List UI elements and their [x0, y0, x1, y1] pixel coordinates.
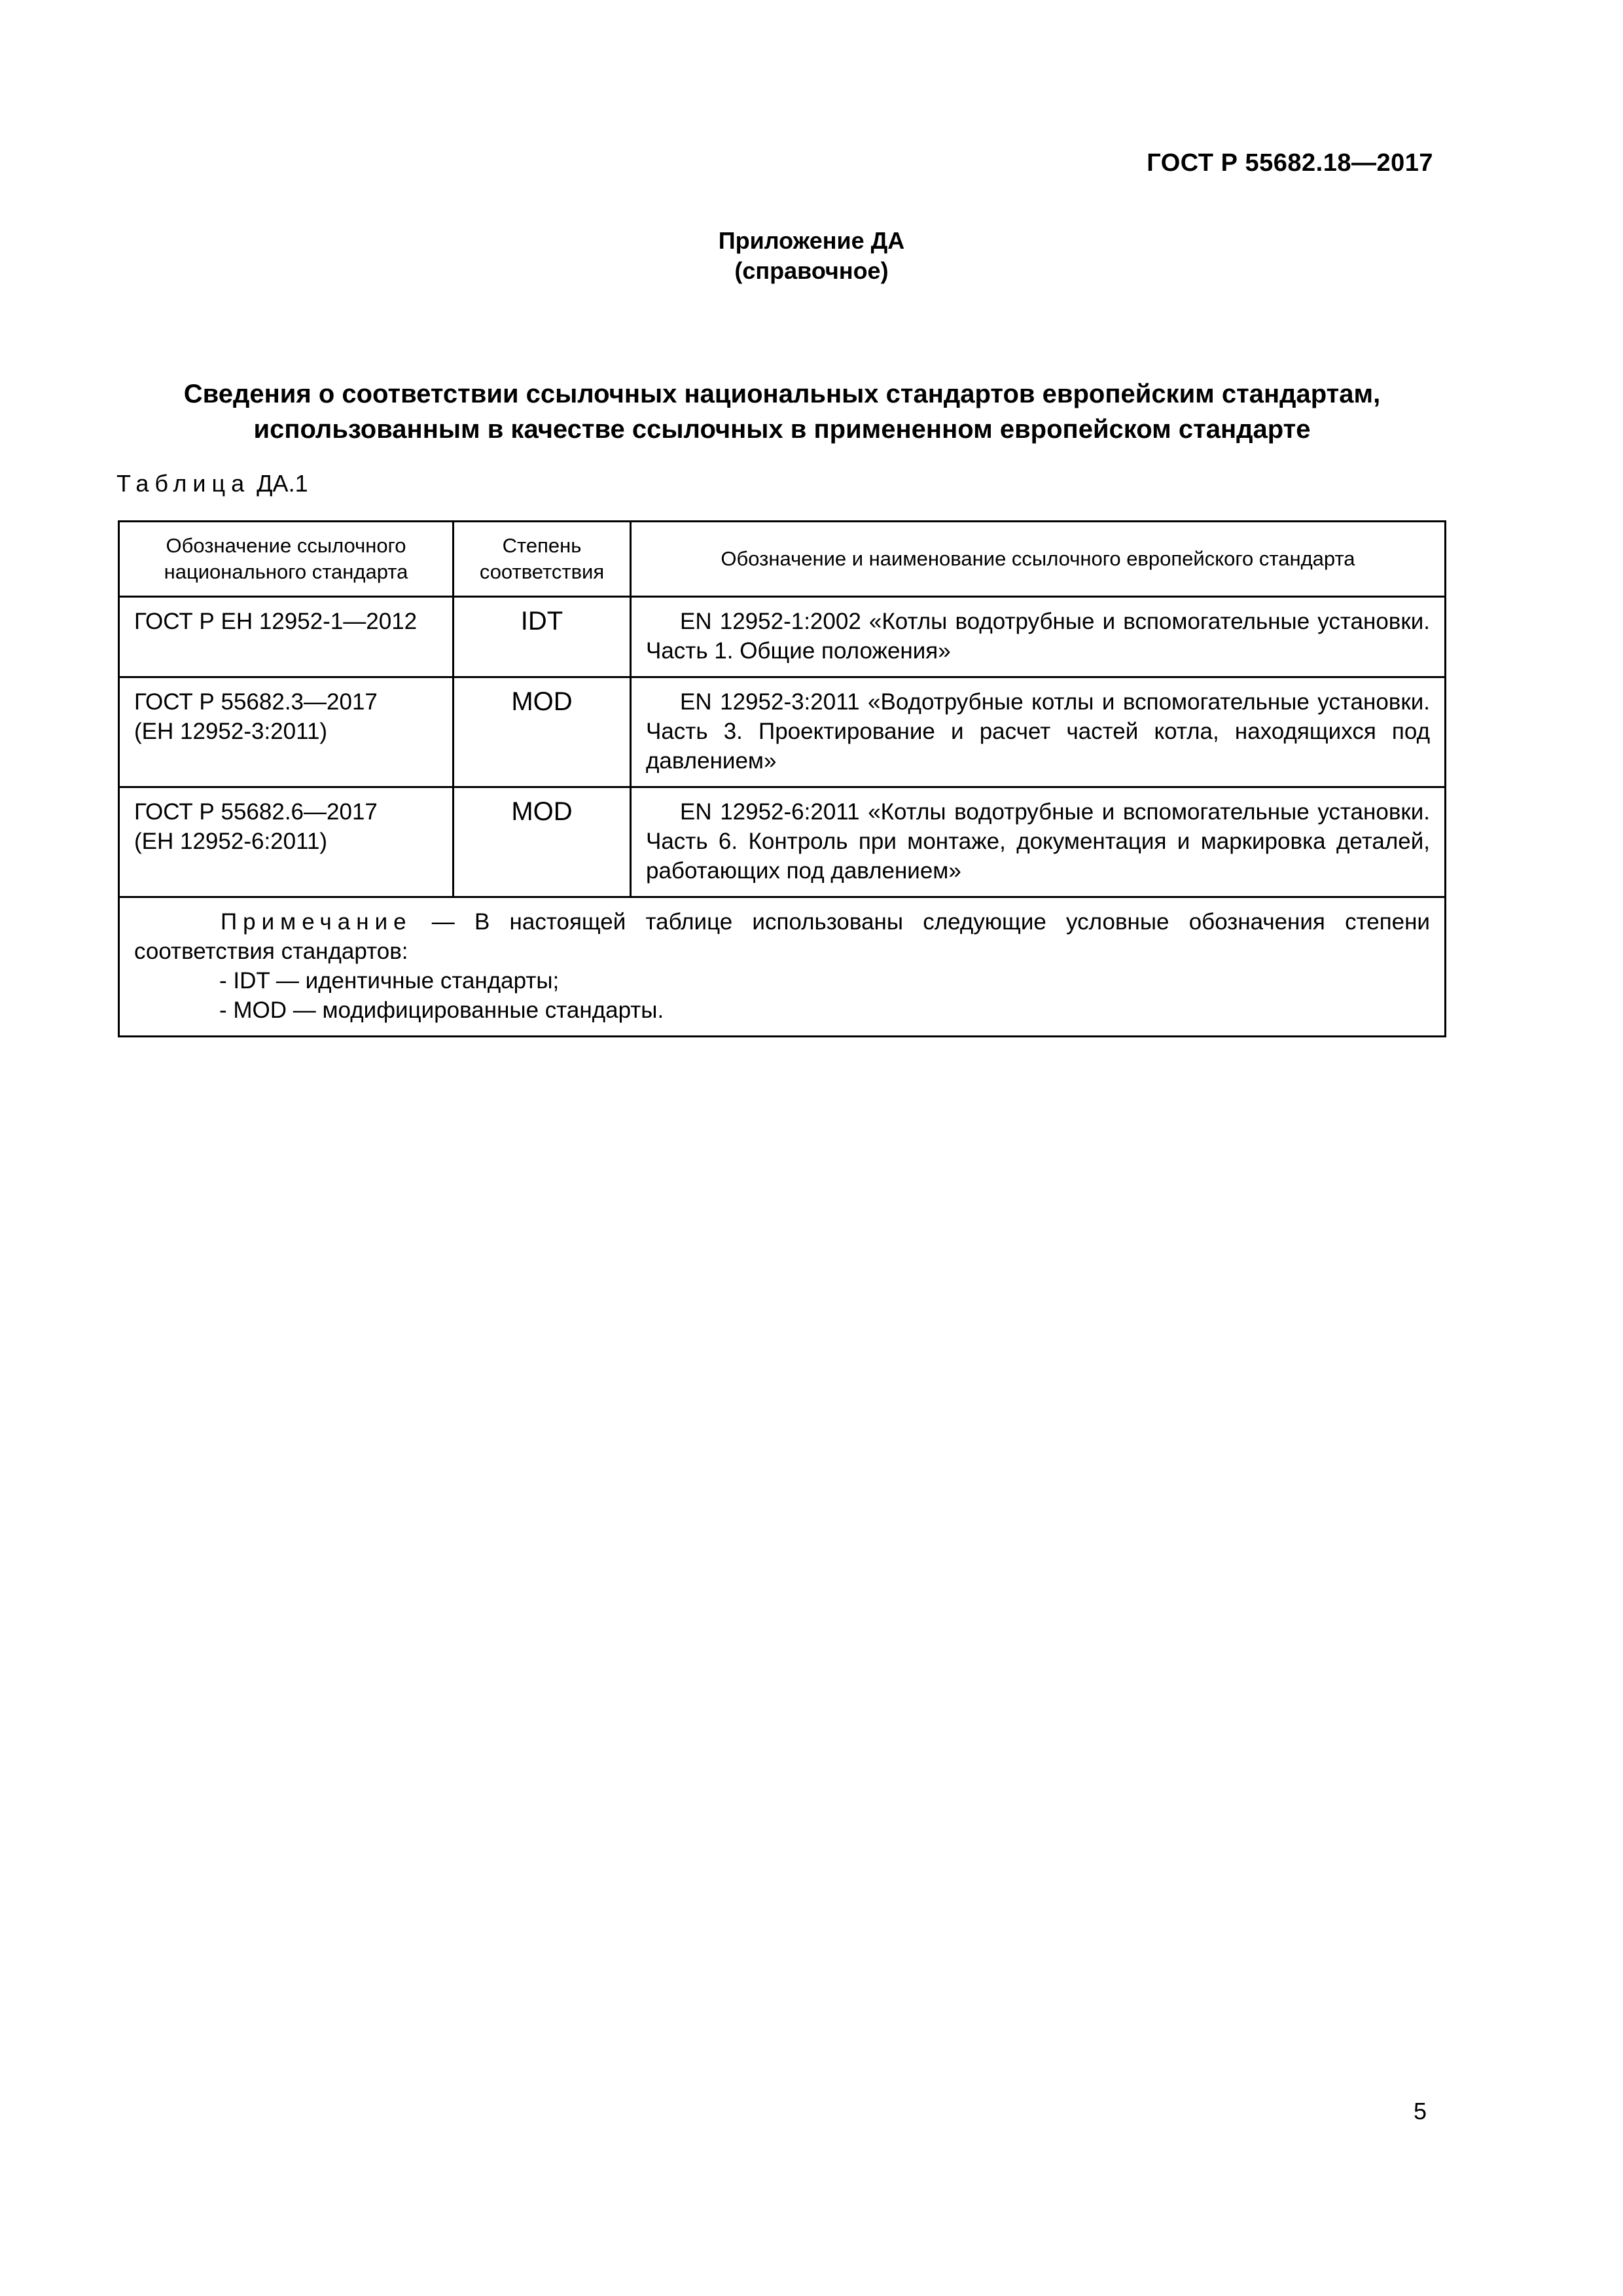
national-standard-cell [119, 787, 454, 897]
degree-cell: MOD [454, 787, 631, 897]
section-title-line-2: использованным в качестве ссылочных в примененном европейском стандарте [253, 415, 1311, 444]
document-code: ГОСТ Р 55682.18—2017 [1147, 149, 1433, 177]
table-caption [116, 470, 308, 497]
national-standard-cell [119, 597, 454, 677]
header-degree [454, 522, 631, 597]
national-standard-line-1: ГОСТ Р 55682.3—2017 [134, 689, 378, 715]
note-text: — В настоящей таблице использованы следующие условные обозначения степени соответствия стандартов: [134, 909, 1430, 964]
degree-cell: IDT [454, 597, 631, 677]
national-standard-line-2: (ЕН 12952-6:2011) [134, 829, 328, 854]
european-standard-cell: EN 12952-1:2002 «Котлы водотрубные и вспомогательные установки. Часть 1. Общие положения» [631, 597, 1446, 677]
note-label: Примечание [221, 909, 412, 935]
table-row [119, 597, 1446, 677]
appendix-heading [0, 226, 1623, 286]
table-note-row [119, 897, 1446, 1037]
section-title [118, 376, 1446, 447]
table-caption-number: ДА.1 [257, 470, 308, 497]
note-item-mod: - MOD — модифицированные стандарты. [219, 997, 664, 1023]
national-standard-line-2: (ЕН 12952-3:2011) [134, 719, 328, 744]
header-national-standard [119, 522, 454, 597]
page-number: 5 [1413, 2098, 1427, 2125]
table-header-row [119, 522, 1446, 597]
appendix-title: Приложение ДА [718, 227, 905, 254]
european-standard-cell: EN 12952-6:2011 «Котлы водотрубные и вспомогательные установки. Часть 6. Контроль при монтаже, документация и маркировка деталей, работающих под давлением» [631, 787, 1446, 897]
table-row [119, 677, 1446, 787]
note-item-idt: - IDT — идентичные стандарты; [219, 968, 560, 994]
header-degree-line-1: Степень [502, 534, 582, 557]
section-title-line-1: Сведения о соответствии ссылочных национальных стандартов европейским стандартам, [183, 380, 1381, 408]
degree-cell: MOD [454, 677, 631, 787]
table-caption-label: Таблица [116, 470, 251, 497]
table-row [119, 787, 1446, 897]
european-standard-cell: EN 12952-3:2011 «Водотрубные котлы и вспомогательные установки. Часть 3. Проектирование и расчет частей котла, находящихся под давлением» [631, 677, 1446, 787]
correspondence-table [118, 520, 1446, 1037]
national-standard-line-1: ГОСТ Р ЕН 12952-1—2012 [134, 609, 418, 634]
header-degree-line-2: соответствия [479, 560, 605, 583]
national-standard-cell [119, 677, 454, 787]
header-national-line-2: национального стандарта [164, 560, 408, 583]
appendix-subtitle: (справочное) [734, 257, 889, 284]
header-national-line-1: Обозначение ссылочного [166, 534, 406, 557]
national-standard-line-1: ГОСТ Р 55682.6—2017 [134, 799, 378, 825]
note-paragraph [134, 907, 1430, 966]
header-european-standard: Обозначение и наименование ссылочного европейского стандарта [631, 522, 1446, 597]
table-note [119, 897, 1446, 1037]
